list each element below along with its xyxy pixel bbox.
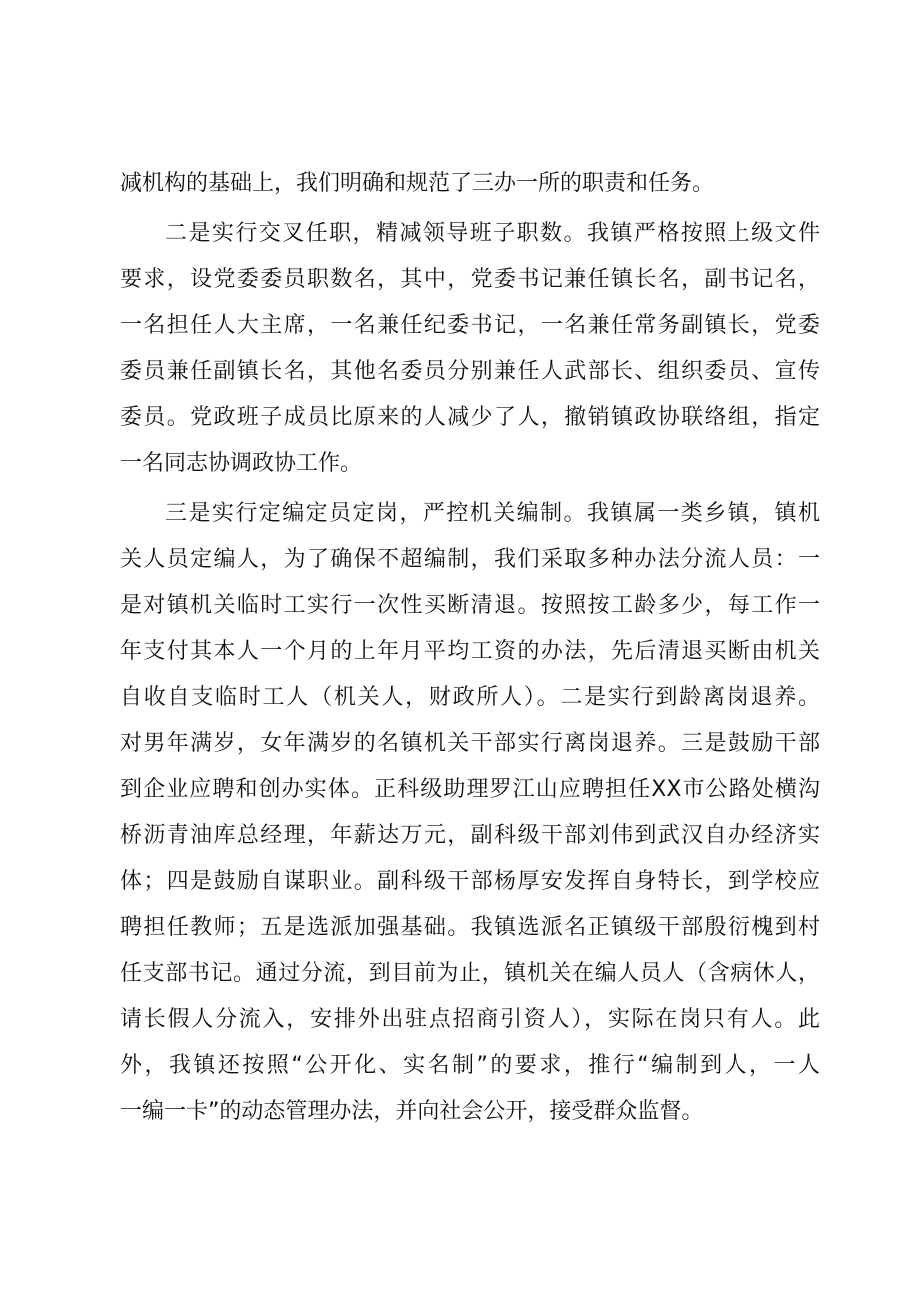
text-line-5: 委员兼任副镇长名，其他名委员分别兼任人武部长、组织委员、宣传 <box>120 359 820 384</box>
text-line-9: 关人员定编人，为了确保不超编制，我们采取多种办法分流人员：一 <box>120 547 820 572</box>
text-line-21: 一编一卡”的动态管理办法，并向社会公开，接受群众监督。 <box>120 1099 704 1124</box>
text-line-20: 外，我镇还按照“公开化、实名制”的要求，推行“编制到人，一人 <box>120 1053 820 1078</box>
text-line-18: 任支部书记。通过分流，到目前为止，镇机关在编人员人（含病休人， <box>120 961 820 986</box>
text-line-13: 对男年满岁，女年满岁的名镇机关干部实行离岗退养。三是鼓励干部 <box>120 731 820 756</box>
text-line-12: 自收自支临时工人（机关人，财政所人）。二是实行到龄离岗退养。 <box>120 685 820 710</box>
text-line-8: 三是实行定编定员定岗，严控机关编制。我镇属一类乡镇，镇机 <box>165 501 820 526</box>
text-line-6: 委员。党政班子成员比原来的人减少了人，撤销镇政协联络组，指定 <box>120 405 820 430</box>
text-line-15: 桥沥青油库总经理，年薪达万元，副科级干部刘伟到武汉自办经济实 <box>120 823 820 848</box>
text-line-16: 体；四是鼓励自谋职业。副科级干部杨厚安发挥自身特长，到学校应 <box>120 869 820 894</box>
text-line-4: 一名担任人大主席，一名兼任纪委书记，一名兼任常务副镇长，党委 <box>120 313 820 338</box>
text-line-14: 到企业应聘和创办实体。正科级助理罗江山应聘担任XX市公路处横沟 <box>120 777 820 802</box>
text-line-19: 请长假人分流入，安排外出驻点招商引资人），实际在岗只有人。此 <box>120 1007 820 1032</box>
text-line-1: 减机构的基础上，我们明确和规范了三办一所的职责和任务。 <box>120 171 715 196</box>
text-line-10: 是对镇机关临时工实行一次性买断清退。按照按工龄多少，每工作一 <box>120 593 820 618</box>
text-line-2: 二是实行交叉任职，精减领导班子职数。我镇严格按照上级文件 <box>165 221 820 246</box>
text-line-7: 一名同志协调政协工作。 <box>120 451 363 476</box>
text-line-11: 年支付其本人一个月的上年月平均工资的办法，先后清退买断由机关 <box>120 639 820 664</box>
text-line-17: 聘担任教师；五是选派加强基础。我镇选派名正镇级干部殷衍槐到村 <box>120 915 820 940</box>
text-line-3: 要求，设党委委员职数名，其中，党委书记兼任镇长名，副书记名， <box>120 267 820 292</box>
